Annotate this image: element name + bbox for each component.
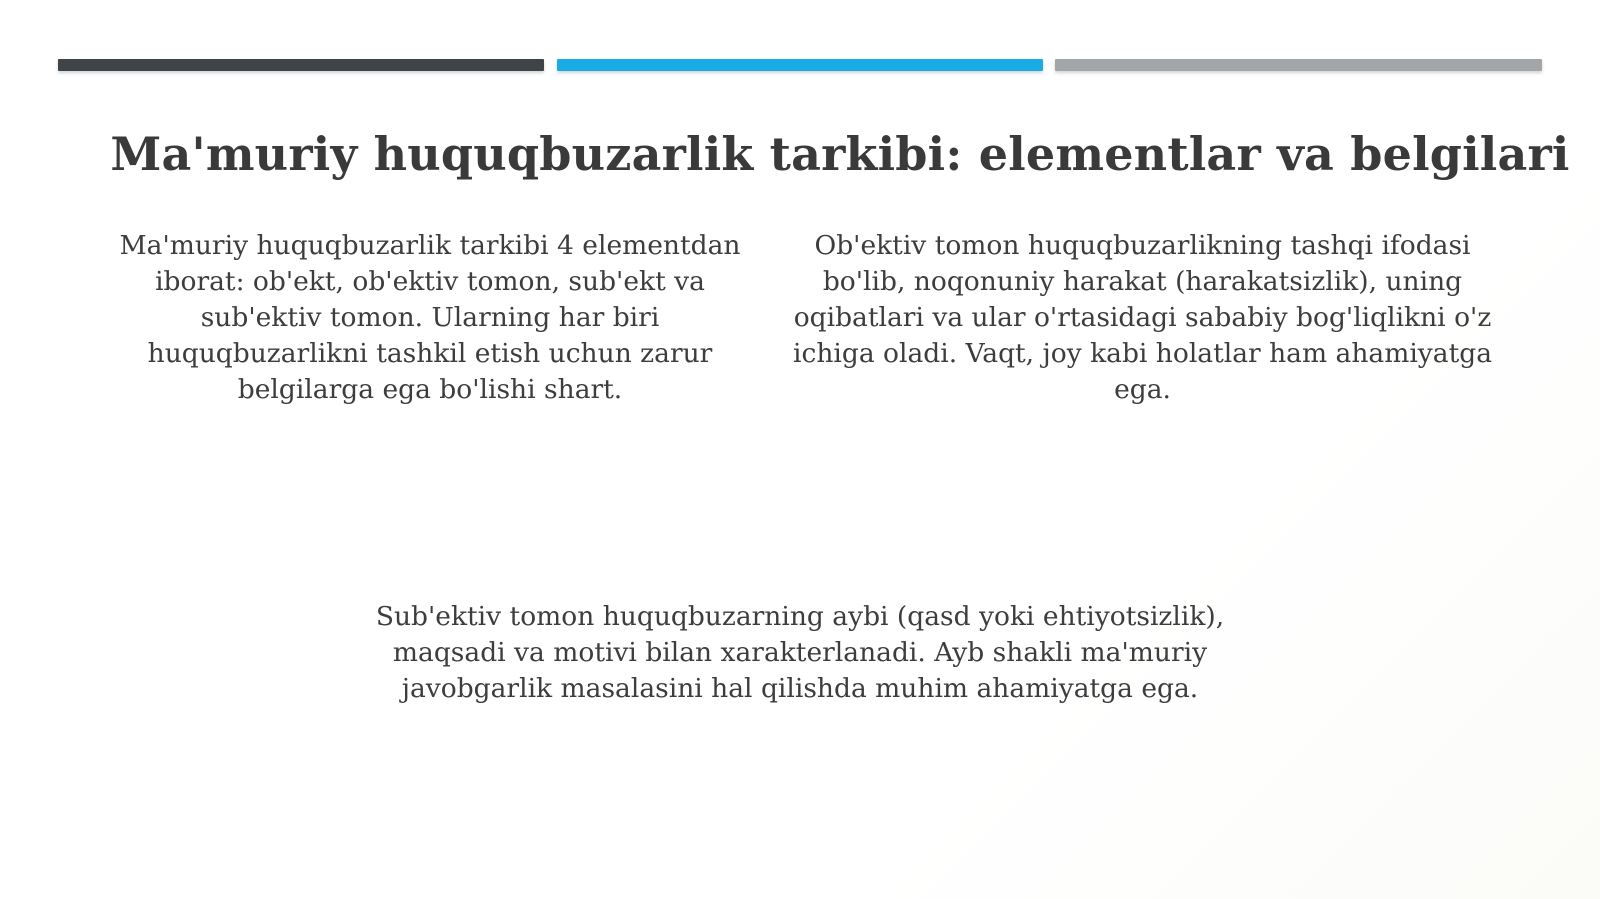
paragraph-elements: Ma'muriy huquqbuzarlik tarkibi 4 elementdan iborat: ob'ekt, ob'ektiv tomon, sub'ekt va sub'ektiv tomon. Ularning har biri huquqbuzarlikni tashkil etish uchun zarur belgilarga ega bo'lishi shart. <box>119 230 741 405</box>
accent-bar-dark <box>58 59 544 71</box>
paragraph-objective-side: Ob'ektiv tomon huquqbuzarlikning tashqi ifodasi bo'lib, noqonuniy harakat (harakatsizlik), uning oqibatlari va ular o'rtasidagi sababiy bog'liqlikni o'z ichiga oladi. Vaqt, joy kabi holatlar ham ahamiyatga ega. <box>793 230 1492 405</box>
slide-title: Ma'muriy huquqbuzarlik tarkibi: elementlar va belgilari <box>110 126 1570 181</box>
accent-bar-gray <box>1055 59 1542 71</box>
paragraph-subjective-side: Sub'ektiv tomon huquqbuzarning aybi (qasd yoki ehtiyotsizlik), maqsadi va motivi bilan xarakterlanadi. Ayb shakli ma'muriy javobgarlik masalasini hal qilishda muhim ahamiyatga ega. <box>375 601 1225 704</box>
accent-bar-blue <box>557 59 1043 71</box>
